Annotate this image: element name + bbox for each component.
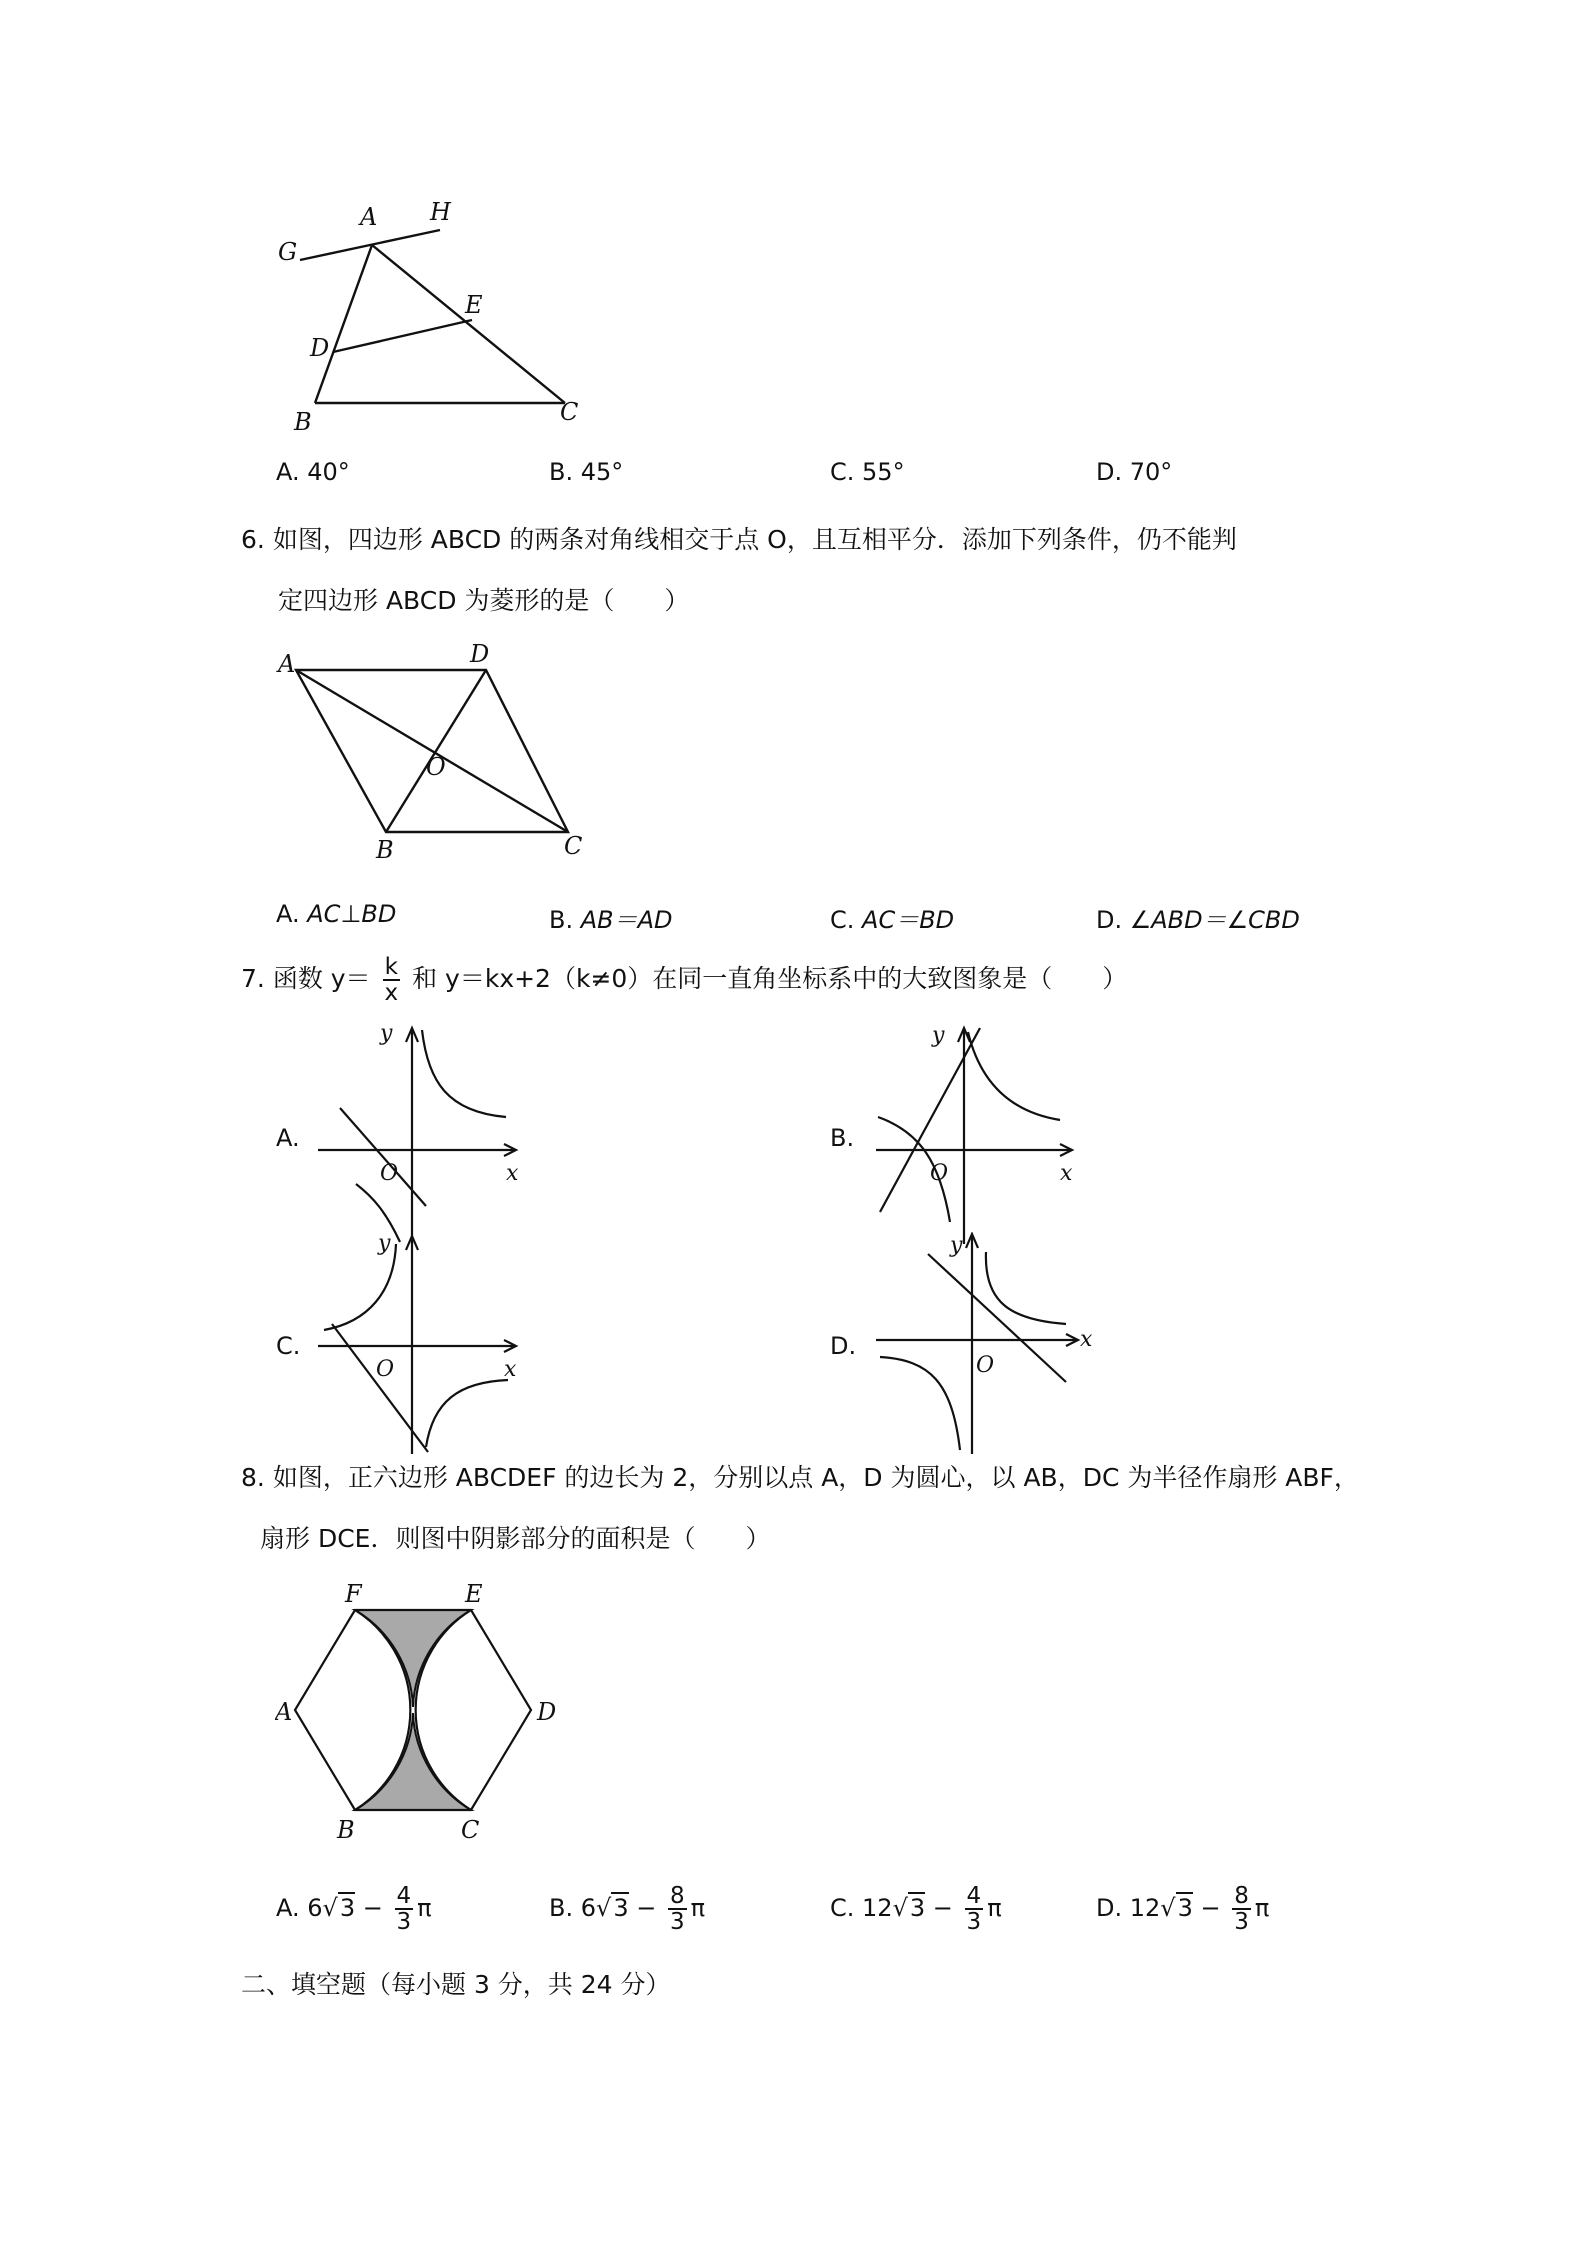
option-coef: 6 <box>580 1894 597 1923</box>
question-text: 扇形 DCE．则图中阴影部分的面积是（ ） <box>260 1524 771 1553</box>
fraction-k-over-x <box>383 955 401 1005</box>
y-axis-label: y <box>932 1023 945 1048</box>
q5-figure <box>260 190 600 440</box>
q7-graph-c[interactable] <box>318 1232 528 1457</box>
q6-label-c: C <box>564 832 583 860</box>
option-key: B. <box>549 1894 574 1923</box>
pi-symbol: π <box>417 1894 432 1923</box>
pi-symbol: π <box>987 1894 1002 1923</box>
q5-label-b: B <box>294 408 312 436</box>
q5-label-g: G <box>278 238 298 266</box>
option-key: D. <box>1096 458 1123 486</box>
fraction-numerator: 4 <box>966 1883 982 1909</box>
pi-symbol: π <box>1254 1894 1270 1923</box>
q8-stem-line2 <box>260 1526 770 1551</box>
x-axis-label: x <box>1080 1327 1093 1352</box>
x-axis-label: x <box>504 1357 517 1382</box>
option-key: A. <box>276 1894 300 1923</box>
fraction <box>965 1884 984 1934</box>
q7-option-b-key[interactable]: B. <box>830 1124 855 1152</box>
fraction-numerator: k <box>383 955 401 981</box>
q8-option-a[interactable]: A. 6√3 − $\frac{4}{3}$ π <box>276 1883 432 1936</box>
q5-option-d[interactable] <box>1096 458 1172 486</box>
q7-graph-b[interactable] <box>870 1022 1085 1247</box>
q7-graph-d[interactable] <box>870 1232 1100 1457</box>
q8-option-c[interactable]: C. 12√3 − $\frac{4}{3}$ π <box>830 1883 1002 1936</box>
q8-stem-line1 <box>241 1465 1359 1490</box>
q5-option-b[interactable] <box>549 458 623 486</box>
q7-option-c-key[interactable]: C. <box>276 1332 301 1360</box>
fraction-denominator: 3 <box>1234 1909 1249 1936</box>
radicand: 3 <box>339 1894 356 1923</box>
question-text: 如图，正六边形 ABCDEF 的边长为 2，分别以点 A，D 为圆心，以 AB，DC 为半径作扇形 ABF， <box>272 1463 1359 1492</box>
q7-option-d-key[interactable]: D. <box>830 1332 857 1360</box>
fraction <box>1232 1884 1251 1934</box>
q6-label-o: O <box>426 753 446 781</box>
q8-label-f: F <box>345 1580 362 1608</box>
q7-option-a-key[interactable]: A. <box>276 1124 300 1152</box>
sqrt-icon: √3 <box>322 1894 356 1923</box>
q6-stem-line1 <box>241 527 1237 552</box>
radicand: 3 <box>1177 1894 1193 1923</box>
option-coef: 6 <box>307 1894 323 1923</box>
q6-label-d: D <box>470 640 490 668</box>
x-axis-label: x <box>1060 1161 1073 1186</box>
fraction <box>668 1884 687 1934</box>
option-key: D. <box>1096 906 1123 934</box>
q8-label-c: C <box>461 1816 480 1844</box>
question-text-suffix: 和 y＝kx+2（k≠0）在同一直角坐标系中的大致图象是（ ） <box>412 964 1128 994</box>
y-axis-label: y <box>950 1233 963 1258</box>
radicand: 3 <box>613 1894 629 1923</box>
option-key: B. <box>549 458 574 486</box>
option-key: C. <box>830 906 855 934</box>
q6-label-b: B <box>376 836 394 864</box>
question-text: 定四边形 ABCD 为菱形的是（ ） <box>278 586 690 615</box>
fraction-denominator: x <box>384 980 399 1007</box>
q7-stem <box>241 955 1127 1005</box>
fraction <box>395 1884 414 1934</box>
q5-option-c[interactable] <box>830 458 905 486</box>
fraction-denominator: 3 <box>669 1909 685 1936</box>
option-key: C. <box>830 1894 855 1923</box>
q8-figure <box>275 1580 575 1850</box>
q7-graph-a[interactable] <box>318 1022 528 1247</box>
x-axis-label: x <box>506 1161 519 1186</box>
origin-label: O <box>930 1161 949 1186</box>
q6-option-b[interactable] <box>549 900 673 935</box>
q8-label-b: B <box>337 1816 355 1844</box>
q8-option-b[interactable]: B. 6√3 − $\frac{8}{3}$ π <box>549 1883 706 1936</box>
q8-label-a: A <box>275 1698 293 1726</box>
q8-label-d: D <box>537 1698 557 1726</box>
q5-label-d: D <box>310 334 330 362</box>
question-number: 7. <box>241 964 265 994</box>
q5-label-c: C <box>560 398 579 426</box>
option-key: A. <box>276 458 300 486</box>
q6-stem-line2 <box>278 588 689 613</box>
origin-label: O <box>976 1353 995 1378</box>
option-text: AC＝BD <box>862 906 955 934</box>
option-key: C. <box>830 458 855 486</box>
q8-option-d[interactable]: D. 12√3 − $\frac{8}{3}$ π <box>1096 1883 1270 1936</box>
option-text: AB＝AD <box>580 906 673 934</box>
radicand: 3 <box>909 1894 926 1923</box>
option-key: A. <box>276 900 300 928</box>
fraction-numerator: 4 <box>396 1883 412 1909</box>
origin-label: O <box>380 1161 399 1186</box>
q5-label-a: A <box>360 203 378 231</box>
question-text: 如图，四边形 ABCD 的两条对角线相交于点 O，且互相平分．添加下列条件，仍不能判 <box>272 525 1237 554</box>
option-text: 55° <box>862 458 905 486</box>
q5-label-h: H <box>430 198 451 226</box>
option-text: ∠ABD＝∠CBD <box>1129 906 1300 934</box>
q6-option-d[interactable] <box>1096 900 1300 935</box>
q6-figure <box>270 640 610 870</box>
q6-option-c[interactable] <box>830 900 954 935</box>
sqrt-icon: √3 <box>596 1894 629 1923</box>
option-key: D. <box>1096 1894 1123 1923</box>
y-axis-label: y <box>380 1022 393 1046</box>
option-key: B. <box>549 906 574 934</box>
fraction-numerator: 8 <box>669 1883 685 1909</box>
origin-label: O <box>376 1357 395 1382</box>
question-number: 6. <box>241 525 265 554</box>
option-text: AC⊥BD <box>307 900 397 928</box>
fraction-denominator: 3 <box>396 1909 412 1936</box>
y-axis-label: y <box>378 1232 391 1256</box>
option-text: 45° <box>580 458 624 486</box>
q8-label-e: E <box>465 1580 483 1608</box>
q5-label-e: E <box>465 291 483 319</box>
pi-symbol: π <box>690 1894 706 1923</box>
option-text: 40° <box>307 458 350 486</box>
sqrt-icon: √3 <box>892 1894 926 1923</box>
q6-label-a: A <box>278 650 296 678</box>
option-text: 70° <box>1129 458 1173 486</box>
fraction-denominator: 3 <box>966 1909 982 1936</box>
section-title: 二、填空题（每小题 3 分，共 24 分） <box>241 1970 671 1999</box>
option-coef: 12 <box>1129 1894 1161 1923</box>
q6-option-a[interactable] <box>276 900 396 928</box>
fraction-numerator: 8 <box>1234 1883 1249 1909</box>
option-coef: 12 <box>862 1894 893 1923</box>
q5-option-a[interactable] <box>276 458 350 486</box>
question-number: 8. <box>241 1463 265 1492</box>
sqrt-icon: √3 <box>1160 1894 1193 1923</box>
question-text-prefix: 函数 y＝ <box>272 964 371 994</box>
